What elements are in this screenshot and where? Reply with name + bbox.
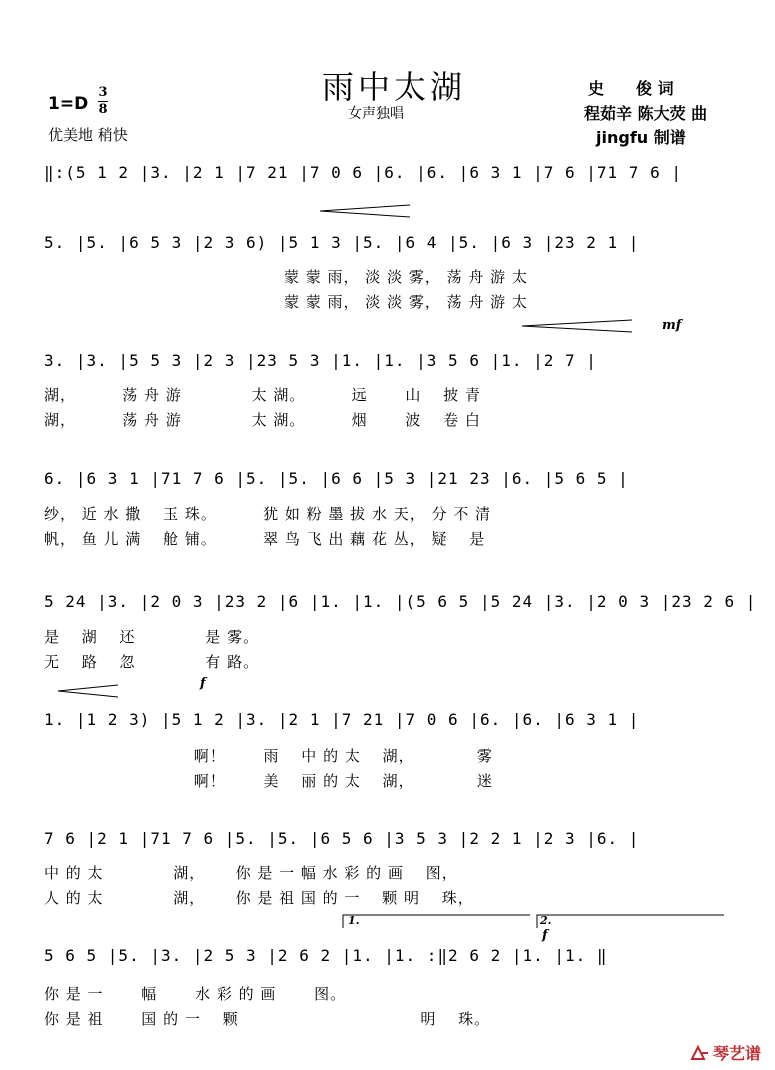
lyric-row-2-verse-1: 蒙 蒙 雨， 淡 淡 雾， 荡 舟 游 太 [44, 268, 528, 286]
watermark-text: 琴艺谱 [712, 1044, 761, 1063]
notation-row-1: ‖:(5 1 2 |3. |2 1 |7 21 |7 0 6 |6. |6. |6 3 1 |7 6 |71 7 6 | [44, 163, 682, 182]
piano-icon [690, 1045, 710, 1061]
dynamic-f: f [542, 928, 548, 943]
crescendo-hairpin [58, 684, 120, 698]
lyric-row-6-verse-1: 啊！ 雨 中 的 太 湖， 雾 [44, 747, 493, 765]
notation-row-4: 6. |6 3 1 |71 7 6 |5. |5. |6 6 |5 3 |21 23 |6. |5 6 5 | [44, 469, 629, 488]
time-signature [98, 86, 108, 117]
lyric-row-3-verse-1: 湖， 荡 舟 游 太 湖。 远 山 披 青 [44, 386, 481, 404]
lyric-row-6-verse-2: 啊！ 美 丽 的 太 湖， 迷 [44, 772, 493, 790]
composer-credit: 程茹辛 陈大荧 曲 [584, 104, 708, 123]
notation-row-2: 5. |5. |6 5 3 |2 3 6) |5 1 3 |5. |6 4 |5. |6 3 |23 2 1 | [44, 233, 640, 252]
notation-row-7: 7 6 |2 1 |71 7 6 |5. |5. |6 5 6 |3 5 3 |2 2 1 |2 3 |6. | [44, 829, 640, 848]
lyric-row-5-verse-1: 是 湖 还 是 雾。 [44, 628, 260, 646]
crescendo-hairpin [522, 319, 634, 333]
arranger-credit: jingfu 制谱 [596, 128, 686, 147]
time-signature-top: 3 [98, 85, 108, 100]
dynamic-mf: mf [662, 318, 682, 333]
lyric-row-7-verse-1: 中 的 太 湖， 你 是 一 幅 水 彩 的 画 图， [44, 864, 458, 882]
volta-bracket-2 [536, 914, 726, 928]
time-signature-bottom: 8 [98, 102, 108, 117]
notation-row-8: 5 6 5 |5. |3. |2 5 3 |2 6 2 |1. |1. :‖2 6 2 |1. |1. ‖ [44, 946, 608, 965]
volta-bracket-1 [342, 914, 532, 928]
key-signature: 1=D [48, 94, 89, 114]
notation-row-3: 3. |3. |5 5 3 |2 3 |23 5 3 |1. |1. |3 5 6 |1. |2 7 | [44, 351, 597, 370]
song-title: 雨中太湖 [322, 68, 467, 106]
lyric-row-3-verse-2: 湖， 荡 舟 游 太 湖。 烟 波 卷 白 [44, 411, 481, 429]
lyric-row-5-verse-2: 无 路 忽 有 路。 [44, 653, 260, 671]
dynamic-f: f [200, 676, 206, 691]
tempo-marking: 优美地 稍快 [48, 126, 128, 144]
lyric-row-4-verse-2: 帆， 鱼 儿 满 舱 铺。 翠 鸟 飞 出 藕 花 丛， 疑 是 [44, 530, 486, 548]
volta-1-label: 1. [348, 914, 360, 927]
song-subtitle: 女声独唱 [348, 106, 404, 122]
lyric-row-8-verse-1: 你 是 一 幅 水 彩 的 画 图。 [44, 985, 347, 1003]
lyric-row-4-verse-1: 纱， 近 水 撒 玉 珠。 犹 如 粉 墨 拔 水 天， 分 不 清 [44, 505, 492, 523]
volta-2-label: 2. [540, 914, 552, 927]
crescendo-hairpin [320, 204, 412, 218]
lyric-row-2-verse-2: 蒙 蒙 雨， 淡 淡 雾， 荡 舟 游 太 [44, 293, 528, 311]
lyricist-credit: 史 俊 词 [588, 79, 674, 98]
watermark-logo [690, 1041, 761, 1064]
notation-row-5: 5 24 |3. |2 0 3 |23 2 |6 |1. |1. |(5 6 5 |5 24 |3. |2 0 3 |23 2 6 | [44, 592, 757, 611]
lyric-row-7-verse-2: 人 的 太 湖， 你 是 祖 国 的 一 颗 明 珠， [44, 889, 474, 907]
notation-row-6: 1. |1 2 3) |5 1 2 |3. |2 1 |7 21 |7 0 6 |6. |6. |6 3 1 | [44, 710, 640, 729]
lyric-row-8-verse-2: 你 是 祖 国 的 一 颗 明 珠。 [44, 1010, 491, 1028]
